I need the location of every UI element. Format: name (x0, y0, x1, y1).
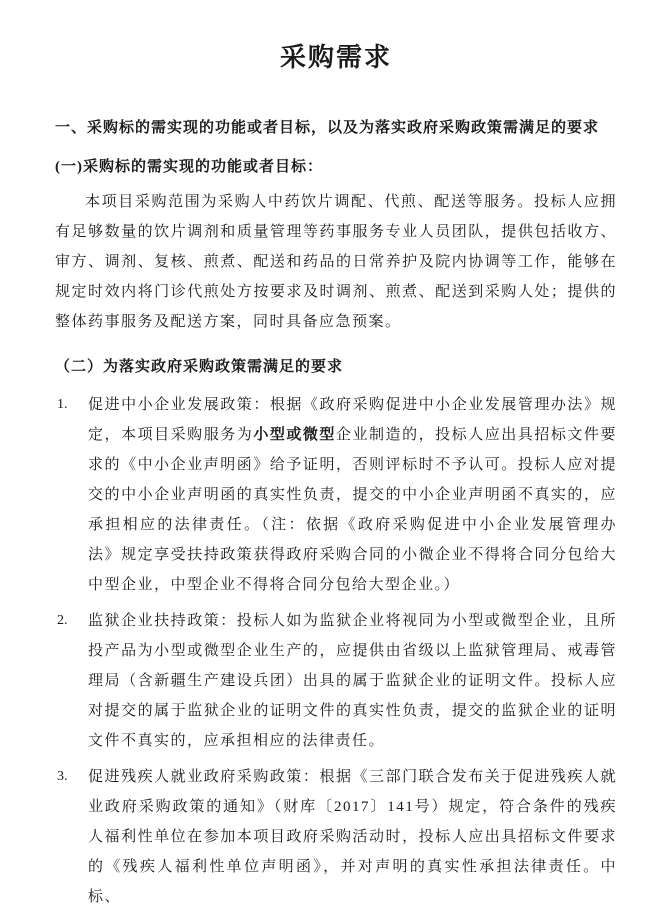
page-title: 采购需求 (279, 42, 392, 72)
subsection-heading-1: (一)采购标的需实现的功能或者目标： (55, 159, 323, 175)
list-item-text: 监狱企业扶持政策：投标人如为监狱企业将视同为小型或微型企业，且所投产品为小型或微型企业生产的，应提供由省级以上监狱管理局、戒毒管理局（含新疆生产建设兵团）出具的属于监狱企业的证明文件。投标人应对提交的属于监狱企业的证明文件的真实性负责，提交的监狱企业的证明文件不真实的，应承担相应的法律责任。 (88, 613, 617, 749)
list-item-number: 1. (57, 397, 68, 412)
policy-list (55, 390, 617, 912)
list-item-number: 3. (57, 769, 68, 784)
subsection-heading-2: （二）为落实政府采购政策需满足的要求 (55, 359, 344, 375)
scope-paragraph: 本项目采购范围为采购人中药饮片调配、代煎、配送等服务。投标人应拥有足够数量的饮片调剂和质量管理等药事服务专业人员团队，提供包括收方、审方、调剂、复核、煎煮、配送和药品的日常养护及院内协调等工作，能够在规定时效内将门诊代煎处方按要求及时调剂、煎煮、配送到采购人处；提供的整体药事服务及配送方案，同时具备应急预案。 (55, 194, 617, 330)
list-item-text: 促进残疾人就业政府采购政策：根据《三部门联合发布关于促进残疾人就业政府采购政策的通知》（财库〔2017〕141号）规定，符合条件的残疾人福利性单位在参加本项目政府采购活动时，投标人应出具招标文件要求的《残疾人福利性单位声明函》，并对声明的真实性承担法律责任。中标、 (88, 769, 617, 905)
list-item-number: 2. (57, 613, 68, 628)
list-item-text: 促进中小企业发展政策：根据《政府采购促进中小企业发展管理办法》规定，本项目采购服务为小型或微型企业制造的，投标人应出具招标文件要求的《中小企业声明函》给予证明，否则评标时不予认可。投标人应对提交的中小企业声明函的真实性负责，提交的中小企业声明函不真实的，应承担相应的法律责任。（注：依据《政府采购促进中小企业发展管理办法》规定享受扶持政策获得政府采购合同的小微企业不得将合同分包给大中型企业，中型企业不得将合同分包给大型企业。） (88, 397, 617, 593)
policy-list-item (55, 762, 617, 912)
policy-list-item (55, 606, 617, 756)
policy-list-item (55, 390, 617, 600)
section-heading-1: 一、采购标的需实现的功能或者目标，以及为落实政府采购政策需满足的要求 (55, 120, 600, 136)
